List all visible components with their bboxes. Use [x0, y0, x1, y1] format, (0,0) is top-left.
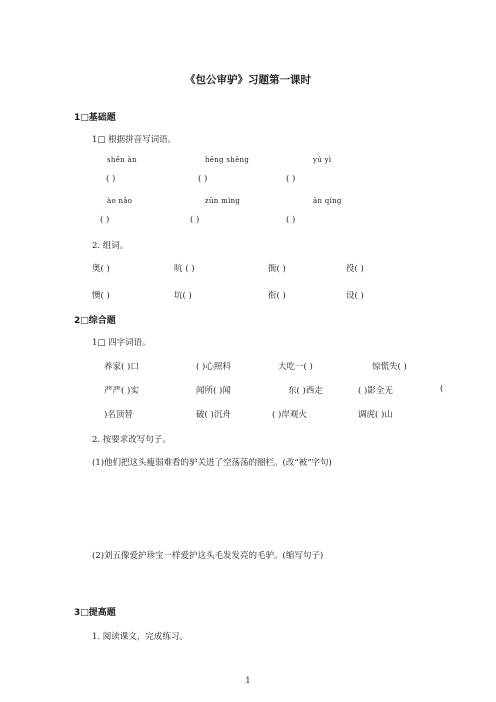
- zuci-item[interactable]: 衙( ): [268, 264, 286, 274]
- idiom-item[interactable]: 破( )沉舟: [196, 410, 231, 420]
- pinyin-3: yú yì: [313, 156, 332, 164]
- pinyin-5: zūn mìng: [205, 197, 241, 205]
- zuci-item[interactable]: 吭 ( ): [174, 264, 195, 274]
- idiom-item[interactable]: 严严( )实: [104, 386, 139, 396]
- question-idioms: 1□ 四字词语。: [92, 338, 151, 348]
- idiom-item[interactable]: 惊慌失( ): [372, 362, 407, 372]
- pinyin-4: ào nǎo: [107, 197, 133, 205]
- idiom-item[interactable]: ( )岸观火: [272, 410, 307, 420]
- zuci-item[interactable]: 奥( ): [92, 264, 110, 274]
- answer-blank[interactable]: ( ): [198, 174, 208, 184]
- zuci-item[interactable]: 衔( ): [268, 291, 286, 301]
- idiom-item[interactable]: 东( )西走: [288, 386, 323, 396]
- answer-blank[interactable]: ( ): [100, 215, 110, 225]
- page-title: 《包公审驴》习题第一课时: [185, 74, 311, 86]
- idiom-item[interactable]: 调虎( )山: [358, 410, 393, 420]
- idiom-item[interactable]: ( )影全无: [358, 386, 393, 396]
- zuci-item[interactable]: 役( ): [346, 264, 364, 274]
- question-reading: 1. 阅读课文，完成练习。: [92, 632, 188, 642]
- pinyin-6: ān qíng: [313, 197, 342, 205]
- answer-blank[interactable]: ( ): [106, 174, 116, 184]
- zuci-item[interactable]: 懊( ): [92, 291, 110, 301]
- zuci-item[interactable]: 坑( ): [174, 291, 192, 301]
- idiom-item[interactable]: )名顶替: [104, 410, 133, 420]
- pinyin-2: hēng shēng: [205, 156, 250, 164]
- idiom-item[interactable]: 养家( )口: [104, 362, 139, 372]
- rewrite-sentence-1: (1)他们把这头瘦弱难看的驴关进了空荡荡的圈栏。(改“被”字句): [92, 458, 332, 468]
- answer-blank[interactable]: ( ): [286, 215, 296, 225]
- rewrite-sentence-2: (2)刘五像爱护珍宝一样爱护这头毛发发亮的毛驴。(缩写句子): [92, 551, 324, 561]
- section-heading-basic: 1□基础题: [74, 113, 116, 123]
- page-number: 1: [245, 676, 251, 686]
- answer-blank[interactable]: ( ): [190, 215, 200, 225]
- question-rewrite: 2. 按要求改写句子。: [92, 435, 171, 445]
- zuci-item[interactable]: 设( ): [346, 291, 364, 301]
- section-heading-advanced: 3□提高题: [74, 608, 116, 618]
- question-pinyin: 1□ 根据拼音写词语。: [92, 135, 177, 145]
- section-heading-comprehensive: 2□综合题: [74, 316, 116, 326]
- idiom-item-start[interactable]: (: [440, 384, 444, 394]
- idiom-item[interactable]: 大吃一( ): [278, 362, 313, 372]
- question-zuci: 2. 组词。: [92, 241, 129, 251]
- idiom-item[interactable]: 闻所( )闻: [196, 386, 231, 396]
- answer-blank[interactable]: ( ): [286, 174, 296, 184]
- idiom-item[interactable]: ( )心照料: [196, 362, 231, 372]
- pinyin-1: shěn àn: [107, 156, 137, 164]
